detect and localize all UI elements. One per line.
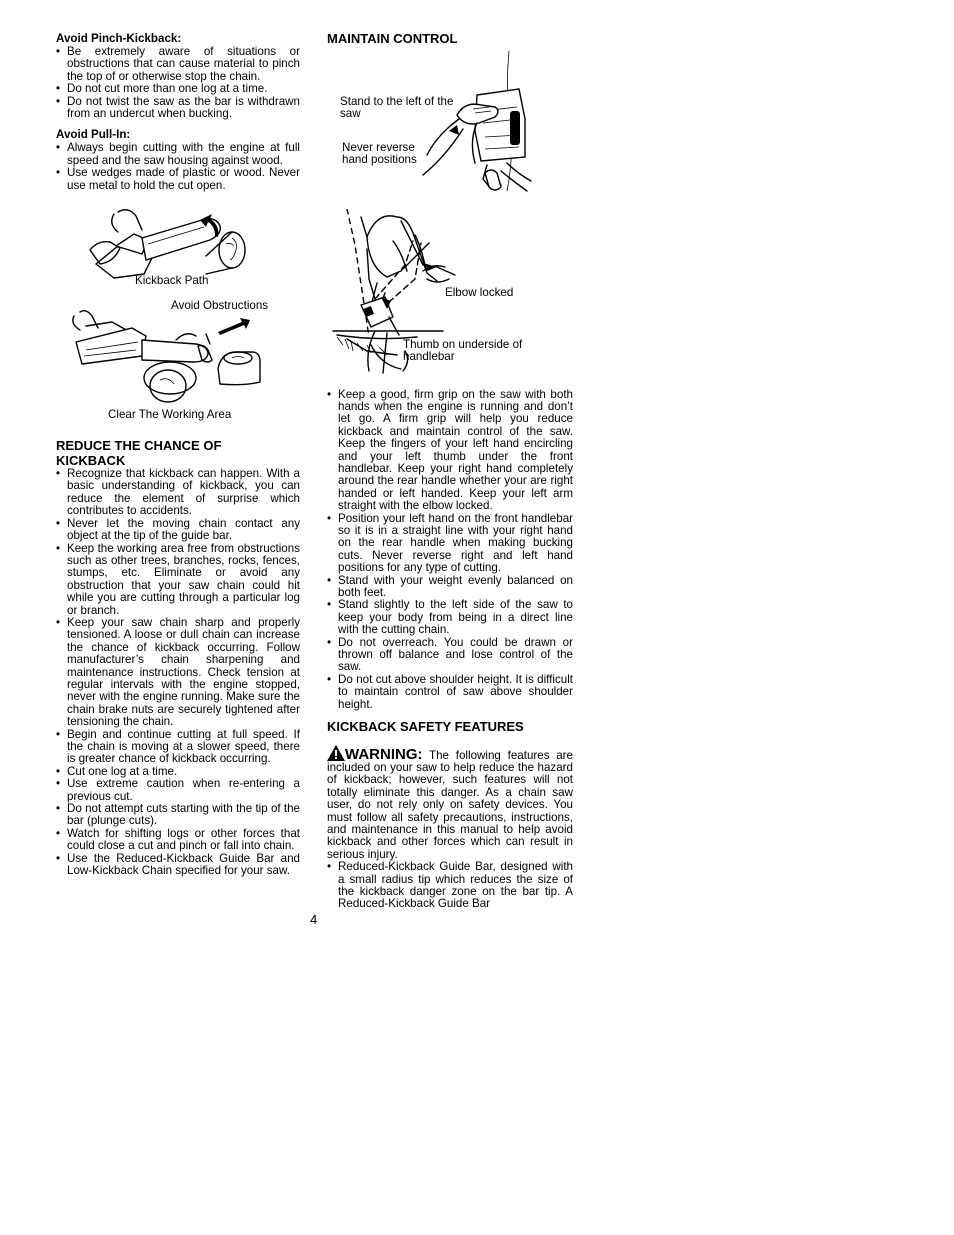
- clear-working-area-caption: Clear The Working Area: [108, 408, 232, 422]
- list-item: • Cut one log at a time.: [56, 766, 300, 778]
- pull-in-heading: Avoid Pull-In:: [56, 128, 131, 142]
- list-item: • Stand with your weight evenly balanced on both feet.: [327, 575, 573, 600]
- list-item: • Recognize that kickback can happen. With a basic understanding of kickback, you can reduce the element of surprise which contributes to accidents.: [56, 468, 300, 518]
- stand-left-illustration: [327, 51, 573, 201]
- list-item: • Never let the moving chain contact any object at the tip of the guide bar.: [56, 518, 300, 543]
- elbow-locked-figure: [327, 209, 573, 377]
- list-item: • Do not attempt cuts starting with the tip of the bar (plunge cuts).: [56, 803, 300, 828]
- avoid-obstructions-illustration: [56, 306, 300, 424]
- list-item: • Be extremely aware of situations or obstructions that can cause material to pinch the top of or otherwise stop the chain.: [56, 46, 300, 83]
- list-item: • Reduced-Kickback Guide Bar, designed with a small radius tip which reduces the size of the kickback danger zone on the bar tip. A Reduced-Kickback Guide Bar: [327, 861, 573, 911]
- control-list: [327, 389, 573, 712]
- list-item: • Do not twist the saw as the bar is withdrawn from an undercut when bucking.: [56, 96, 300, 121]
- list-item: • Always begin cutting with the engine at full speed and the saw housing against wood.: [56, 142, 300, 167]
- pull-in-list: [56, 142, 300, 192]
- list-item: • Do not cut above shoulder height. It is difficult to maintain control of saw above shoulder height.: [327, 674, 573, 711]
- list-item: • Do not overreach. You could be drawn or thrown off balance and lose control of the saw.: [327, 637, 573, 674]
- avoid-obstructions-caption: Avoid Obstructions: [171, 299, 269, 313]
- kickback-path-caption: Kickback Path: [135, 274, 209, 288]
- pinch-kickback-heading: Avoid Pinch-Kickback:: [56, 32, 182, 45]
- reduce-kickback-list: [56, 468, 300, 877]
- warning-triangle-icon: [327, 745, 345, 761]
- thumb-underside-caption: Thumb on underside of handlebar: [403, 337, 523, 363]
- list-item: • Stand slightly to the left side of the saw to keep your body from being in a direct line with the cutting chain.: [327, 599, 573, 636]
- list-item: • Use extreme caution when re-entering a previous cut.: [56, 778, 300, 803]
- never-reverse-caption: Never reverse hand positions: [342, 140, 417, 166]
- elbow-locked-caption: Elbow locked: [445, 285, 514, 299]
- list-item: • Do not cut more than one log at a time.: [56, 83, 300, 95]
- stand-left-caption: Stand to the left of the saw: [340, 94, 454, 120]
- list-item: • Use the Reduced-Kickback Guide Bar and Low-Kickback Chain specified for your saw.: [56, 853, 300, 878]
- pinch-kickback-list: [56, 46, 300, 120]
- list-item: • Begin and continue cutting at full speed. If the chain is moving at a slower speed, there is greater chance of kickback occurring.: [56, 729, 300, 766]
- safety-features-heading: KICKBACK SAFETY FEATURES: [327, 719, 524, 735]
- right-column: [327, 32, 573, 911]
- stand-left-figure: [327, 51, 573, 201]
- list-item: • Keep a good, firm grip on the saw with both hands when the engine is running and don’t let go. A firm grip will help you reduce kickback and maintain control of the saw. Keep the fingers of your left hand encircling and your left thumb under the front handlebar. Keep your right hand completely around the rear handle whether your are right handed or left handed. Keep your left arm straight with the elbow locked.: [327, 389, 573, 513]
- page-number: 4: [310, 912, 318, 927]
- maintain-control-heading: MAINTAIN CONTROL: [327, 31, 458, 46]
- list-item: • Keep your saw chain sharp and properly tensioned. A loose or dull chain can increase the chance of kickback occurring. Follow manufacturer’s chain sharpening and maintenance instructions. Check tension at regular intervals with the engine stopped, never with the engine running. Make sure the chain brake nuts are securely tightened after tensioning the chain.: [56, 617, 300, 729]
- list-item: • Use wedges made of plastic or wood. Never use metal to hold the cut open.: [56, 167, 300, 192]
- warning-text: The following features are included on your saw to help reduce the hazard of kickback; however, such features will not totally eliminate this danger. As a chain saw user, do not rely only on safety devices. You must follow all safety precautions, instructions, and maintenance in this manual to help avoid kickback and other forces which can result in serious injury.: [327, 748, 573, 861]
- reduce-kickback-heading: REDUCE THE CHANCE OF KICKBACK: [56, 438, 222, 468]
- left-column: [56, 32, 300, 877]
- avoid-obstructions-figure: [56, 299, 300, 424]
- warning-paragraph: [327, 745, 573, 862]
- kickback-path-figure: [56, 202, 300, 298]
- list-item: • Watch for shifting logs or other forces that could close a cut and pinch or fall into chain.: [56, 828, 300, 853]
- warning-label: WARNING:: [345, 745, 423, 763]
- list-item: • Position your left hand on the front handlebar so it is in a straight line with your right hand on the rear handle when making bucking cuts. Never reverse right and left hand positions for any type of cutting.: [327, 513, 573, 575]
- safety-features-list: [327, 861, 573, 911]
- list-item: • Keep the working area free from obstructions such as other trees, branches, rocks, fences, stumps, etc. Eliminate or avoid any obstruction that your saw chain could hit while you are cutting through a particular log or branch.: [56, 543, 300, 617]
